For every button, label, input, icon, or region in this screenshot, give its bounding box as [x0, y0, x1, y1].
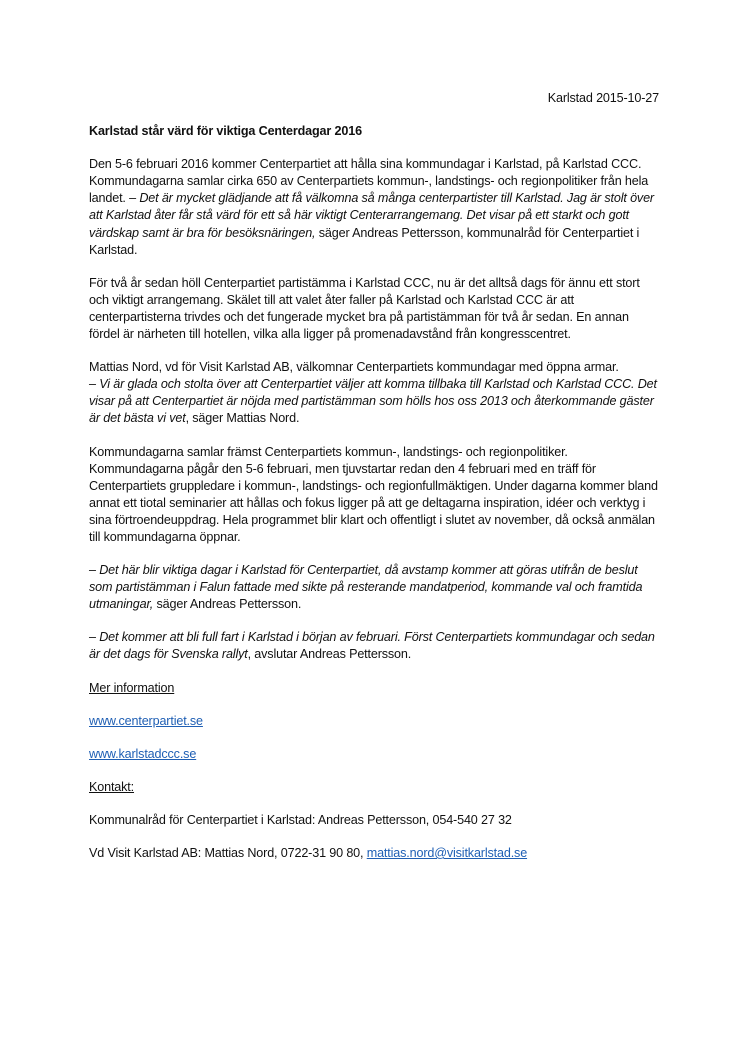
contact-heading: [89, 779, 659, 796]
rally-attribution: , avslutar Andreas Pettersson.: [247, 647, 412, 662]
paragraph-intro: [89, 156, 659, 259]
contact-vd-text: Vd Visit Karlstad AB: Mattias Nord, 0722-31 90 80,: [89, 846, 367, 860]
visit-attribution: , säger Mattias Nord.: [185, 411, 300, 426]
visit-lead: Mattias Nord, vd för Visit Karlstad AB, välkomnar Centerpartiets kommundagar med öppna armar.: [89, 360, 619, 375]
intro-attribution: säger Andreas Pettersson, kommunalråd för Centerpartiet i Karlstad.: [89, 225, 640, 257]
falun-attribution: säger Andreas Pettersson.: [153, 597, 302, 612]
contact-email-link[interactable]: mattias.nord@visitkarlstad.se: [366, 846, 528, 860]
more-info-heading: [89, 680, 659, 697]
intro-lead: Den 5-6 februari 2016 kommer Centerpartiet att hålla sina kommundagar i Karlstad, på Karlstad CCC. Kommundagarna samlar cirka 650 av Centerpartiets kommun-, landstings- och regionpolitiker från hela landet.: [89, 157, 649, 206]
contact-line-vd: [89, 845, 659, 862]
contact-line-kommunalrad: Kommunalråd för Centerpartiet i Karlstad: Andreas Pettersson, 054-540 27 32: [89, 812, 512, 827]
link-centerpartiet[interactable]: www.centerpartiet.se: [89, 713, 203, 728]
link-row-karlstadccc: [89, 746, 659, 763]
paragraph-quote-falun: [89, 562, 659, 613]
contact-heading-text: Kontakt:: [89, 779, 135, 794]
link-row-centerpartiet: [89, 713, 659, 730]
rally-quote: – Det kommer att bli full fart i Karlstad i början av februari. Först Centerpartiets kommundagar och sedan är det dags för Svenska rallyt: [89, 630, 655, 662]
paragraph-program: Kommundagarna samlar främst Centerpartiets kommun-, landstings- och regionpolitiker. Kommundagarna pågår den 5-6 februari, men tjuvstartar redan den 4 februari med en träff för Centerpartiets gruppledare i kommun-, landstings- och regionfullmäktigen. Under dagarna kommer bland annat ett tiotal seminarier att hållas och fokus ligger på att ge deltagarna inspiration, idéer och verktyg i sina förtroendeuppdrag. Hela programmet blir klart och offentligt i slutet av november, då också anmälan till kommundagarna öppnar.: [89, 444, 658, 544]
more-info-heading-text: Mer information: [89, 680, 175, 695]
place-date: Karlstad 2015-10-27: [547, 91, 659, 105]
paragraph-history: För två år sedan höll Centerpartiet partistämma i Karlstad CCC, nu är det alltså dags för ännu ett stort och viktigt arrangemang. Skälet till att valet åter faller på Karlstad och Karlstad CCC är att centerpartisterna trivdes och det fungerade mycket bra på partistämman för två år sedan. En annan fördel är närheten till hotellen, vilka alla ligger på promenadavstånd från kongresscentret.: [89, 275, 640, 342]
paragraph-visit-karlstad: [89, 359, 659, 427]
press-release-body: [89, 90, 659, 878]
falun-quote: – Det här blir viktiga dagar i Karlstad för Centerpartiet, då avstamp kommer att göras utifrån de beslut som partistämman i Falun fattade med sikte på resterande mandatperiod, kommande val och framtida utmaningar,: [89, 563, 643, 612]
visit-quote: – Vi är glada och stolta över att Centerpartiet väljer att komma tillbaka till Karlstad och Karlstad CCC. Det visar på att Centerpartiet är nöjda med partistämman som hölls hos oss 2013 och återkommande gäster är det bästa vi vet: [89, 377, 657, 426]
intro-quote: – Det är mycket glädjande att få välkomna så många centerpartister till Karlstad. Jag är stolt över att Karlstad åter får stå värd för ett så här viktigt Centerarrangemang. Det visar på ett starkt och gott värdskap samt är bra för besöksnäringen,: [89, 191, 654, 240]
paragraph-quote-rally: [89, 629, 659, 663]
link-karlstadccc[interactable]: www.karlstadccc.se: [89, 746, 197, 761]
headline: Karlstad står värd för viktiga Centerdagar 2016: [89, 124, 362, 139]
